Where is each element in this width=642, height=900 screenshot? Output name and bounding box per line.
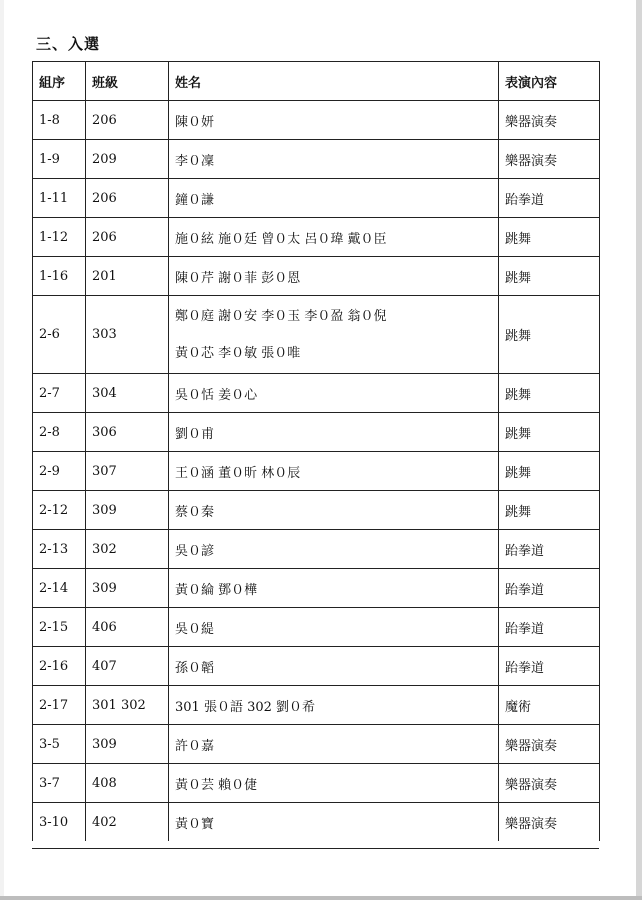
section-heading: 三、入選 <box>36 35 101 53</box>
header-performance: 表演內容 <box>499 62 600 101</box>
student-names: 黃０寶 <box>175 816 215 832</box>
cell-performance: 魔術 <box>499 686 600 725</box>
table-row <box>33 725 600 764</box>
table-row <box>33 686 600 725</box>
header-class: 班級 <box>86 62 169 101</box>
page-right-edge <box>636 0 642 900</box>
cell-performance: 跳舞 <box>499 296 600 374</box>
cell-performance: 樂器演奏 <box>499 140 600 179</box>
cell-group: 2-13 <box>33 530 86 569</box>
cell-group: 1-11 <box>33 179 86 218</box>
table-row <box>33 257 600 296</box>
student-names: 王０涵 董０昕 林０辰 <box>175 465 301 481</box>
cell-names <box>169 179 499 218</box>
cell-names <box>169 686 499 725</box>
cell-group: 2-15 <box>33 608 86 647</box>
cell-names <box>169 803 499 842</box>
cell-names <box>169 725 499 764</box>
cell-class: 309 <box>86 725 169 764</box>
cell-names <box>169 608 499 647</box>
cell-class: 304 <box>86 374 169 413</box>
table-row <box>33 179 600 218</box>
cell-class: 309 <box>86 569 169 608</box>
table-bottom-border <box>32 848 599 849</box>
student-names: 施０絃 施０廷 曾０太 呂０瑋 戴０臣 <box>175 231 387 247</box>
cell-names <box>169 413 499 452</box>
student-names: 許０嘉 <box>175 738 215 754</box>
table-row <box>33 413 600 452</box>
cell-performance: 樂器演奏 <box>499 725 600 764</box>
page-left-shadow <box>0 0 4 900</box>
cell-performance: 跆拳道 <box>499 179 600 218</box>
cell-names <box>169 647 499 686</box>
student-names: 301 張０語 302 劉０希 <box>175 699 316 715</box>
table-row <box>33 296 600 374</box>
student-names: 孫０韜 <box>175 660 215 676</box>
cell-performance: 樂器演奏 <box>499 764 600 803</box>
cell-group: 2-6 <box>33 296 86 374</box>
selection-table <box>32 61 600 841</box>
student-names: 蔡０秦 <box>175 504 215 520</box>
table-row <box>33 530 600 569</box>
table-row <box>33 764 600 803</box>
cell-group: 2-14 <box>33 569 86 608</box>
cell-class: 201 <box>86 257 169 296</box>
cell-group: 1-9 <box>33 140 86 179</box>
cell-performance: 跳舞 <box>499 452 600 491</box>
cell-names <box>169 569 499 608</box>
cell-group: 3-7 <box>33 764 86 803</box>
student-names: 鄭０庭 謝０安 李０玉 李０盈 翁０倪 <box>175 308 387 324</box>
cell-group: 3-5 <box>33 725 86 764</box>
table-header-row <box>33 62 600 101</box>
table-row <box>33 101 600 140</box>
cell-class: 303 <box>86 296 169 374</box>
cell-group: 2-7 <box>33 374 86 413</box>
cell-class: 301 302 <box>86 686 169 725</box>
student-names: 黃０綸 鄧０樺 <box>175 582 258 598</box>
cell-class: 206 <box>86 101 169 140</box>
cell-group: 3-10 <box>33 803 86 842</box>
table-row <box>33 218 600 257</box>
cell-class: 406 <box>86 608 169 647</box>
cell-names <box>169 257 499 296</box>
table-row <box>33 374 600 413</box>
cell-class: 307 <box>86 452 169 491</box>
cell-group: 2-12 <box>33 491 86 530</box>
cell-group: 2-16 <box>33 647 86 686</box>
cell-performance: 樂器演奏 <box>499 101 600 140</box>
student-names: 劉０甫 <box>175 426 215 442</box>
cell-names <box>169 296 499 374</box>
cell-class: 309 <box>86 491 169 530</box>
cell-class: 402 <box>86 803 169 842</box>
cell-group: 2-9 <box>33 452 86 491</box>
page-bottom-edge <box>0 896 642 900</box>
cell-names <box>169 491 499 530</box>
cell-performance: 跳舞 <box>499 491 600 530</box>
table-row <box>33 140 600 179</box>
cell-names <box>169 530 499 569</box>
student-names: 黃０芸 賴０倢 <box>175 777 258 793</box>
cell-names <box>169 218 499 257</box>
cell-class: 209 <box>86 140 169 179</box>
cell-names <box>169 374 499 413</box>
cell-group: 2-17 <box>33 686 86 725</box>
cell-class: 206 <box>86 179 169 218</box>
table-row <box>33 803 600 842</box>
student-names: 吳０緹 <box>175 621 215 637</box>
student-names: 吳０諺 <box>175 543 215 559</box>
cell-names <box>169 140 499 179</box>
student-names: 鐘０謙 <box>175 192 215 208</box>
cell-performance: 跳舞 <box>499 218 600 257</box>
cell-performance: 跳舞 <box>499 413 600 452</box>
cell-class: 306 <box>86 413 169 452</box>
cell-performance: 跳舞 <box>499 374 600 413</box>
cell-performance: 跳舞 <box>499 257 600 296</box>
cell-names <box>169 764 499 803</box>
cell-class: 408 <box>86 764 169 803</box>
cell-performance: 跆拳道 <box>499 608 600 647</box>
cell-class: 407 <box>86 647 169 686</box>
table-row <box>33 452 600 491</box>
student-names: 李０凜 <box>175 153 215 169</box>
cell-names <box>169 101 499 140</box>
student-names: 吳０恬 姜０心 <box>175 387 258 403</box>
table-row <box>33 491 600 530</box>
student-names: 陳０芹 謝０菲 彭０恩 <box>175 270 301 286</box>
cell-group: 1-8 <box>33 101 86 140</box>
table-row <box>33 647 600 686</box>
cell-group: 1-16 <box>33 257 86 296</box>
cell-class: 206 <box>86 218 169 257</box>
table-row <box>33 569 600 608</box>
cell-group: 2-8 <box>33 413 86 452</box>
cell-class: 302 <box>86 530 169 569</box>
cell-performance: 樂器演奏 <box>499 803 600 842</box>
student-names: 黃０芯 李０敏 張０唯 <box>175 345 301 361</box>
header-name: 姓名 <box>169 62 499 101</box>
student-names: 陳０妍 <box>175 114 215 130</box>
cell-group: 1-12 <box>33 218 86 257</box>
cell-performance: 跆拳道 <box>499 530 600 569</box>
cell-performance: 跆拳道 <box>499 647 600 686</box>
cell-performance: 跆拳道 <box>499 569 600 608</box>
cell-names <box>169 452 499 491</box>
header-group: 組序 <box>33 62 86 101</box>
table-row <box>33 608 600 647</box>
